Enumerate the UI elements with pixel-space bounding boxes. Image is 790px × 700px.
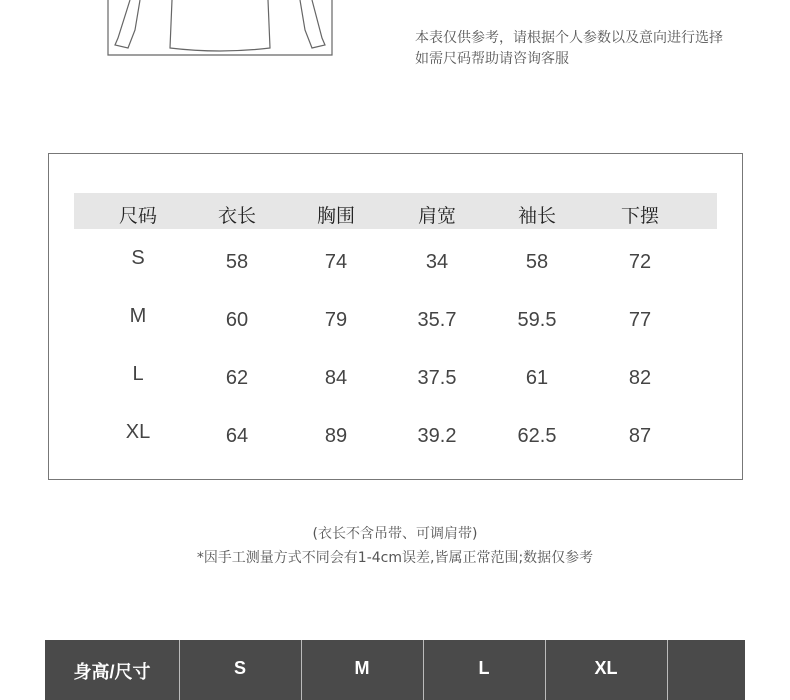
height-header-cell: S — [233, 658, 247, 678]
measurement-cell: 35.7 — [417, 309, 457, 331]
size-label-cell: L — [132, 363, 144, 385]
measurement-cell: 58 — [225, 251, 249, 273]
note-line-2: 如需尺码帮助请咨询客服 — [415, 51, 569, 67]
footnote-measurement: *因手工测量方式不同会有1-4cm误差,皆属正常范围;数据仅参考 — [196, 550, 594, 566]
measurement-cell: 79 — [324, 309, 348, 331]
height-header-cell: 身高/尺寸 — [73, 662, 151, 682]
header-cell: 尺码 — [118, 205, 158, 227]
size-chart-table — [48, 153, 743, 480]
measurement-cell: 39.2 — [417, 425, 457, 447]
measurement-cell: 72 — [628, 251, 652, 273]
reference-note — [415, 28, 723, 70]
header-cell: 衣长 — [217, 205, 257, 227]
measurement-cell: 61 — [525, 367, 549, 389]
size-label-cell: XL — [125, 421, 151, 443]
measurement-cell: 74 — [324, 251, 348, 273]
height-header-cell: M — [354, 658, 370, 678]
measurement-cell: 64 — [225, 425, 249, 447]
measurement-cell: 84 — [324, 367, 348, 389]
note-line-1: 本表仅供参考，请根据个人参数以及意向进行选择 — [415, 30, 723, 46]
measurement-cell: 89 — [324, 425, 348, 447]
column-divider — [423, 640, 424, 700]
header-cell: 下摆 — [620, 205, 660, 227]
column-divider — [545, 640, 546, 700]
measurement-cell: 62.5 — [517, 425, 557, 447]
measurement-cell: 37.5 — [417, 367, 457, 389]
measurement-cell: 58 — [525, 251, 549, 273]
header-cell: 袖长 — [517, 205, 557, 227]
measurement-cell: 82 — [628, 367, 652, 389]
measurement-cell: 59.5 — [517, 309, 557, 331]
header-cell: 胸围 — [316, 205, 356, 227]
height-size-table-header — [45, 640, 745, 700]
measurement-cell: 62 — [225, 367, 249, 389]
measurement-cell: 60 — [225, 309, 249, 331]
header-cell: 肩宽 — [417, 205, 457, 227]
height-header-cell: XL — [594, 658, 618, 678]
garment-sketch — [100, 0, 345, 60]
size-label-cell: S — [131, 247, 145, 269]
measurement-cell: 87 — [628, 425, 652, 447]
footnote-length: (衣长不含吊带、可调肩带) — [312, 526, 478, 542]
column-divider — [667, 640, 668, 700]
measurement-cell: 77 — [628, 309, 652, 331]
column-divider — [179, 640, 180, 700]
size-label-cell: M — [129, 305, 147, 327]
column-divider — [301, 640, 302, 700]
height-header-cell: L — [478, 658, 490, 678]
measurement-cell: 34 — [425, 251, 449, 273]
